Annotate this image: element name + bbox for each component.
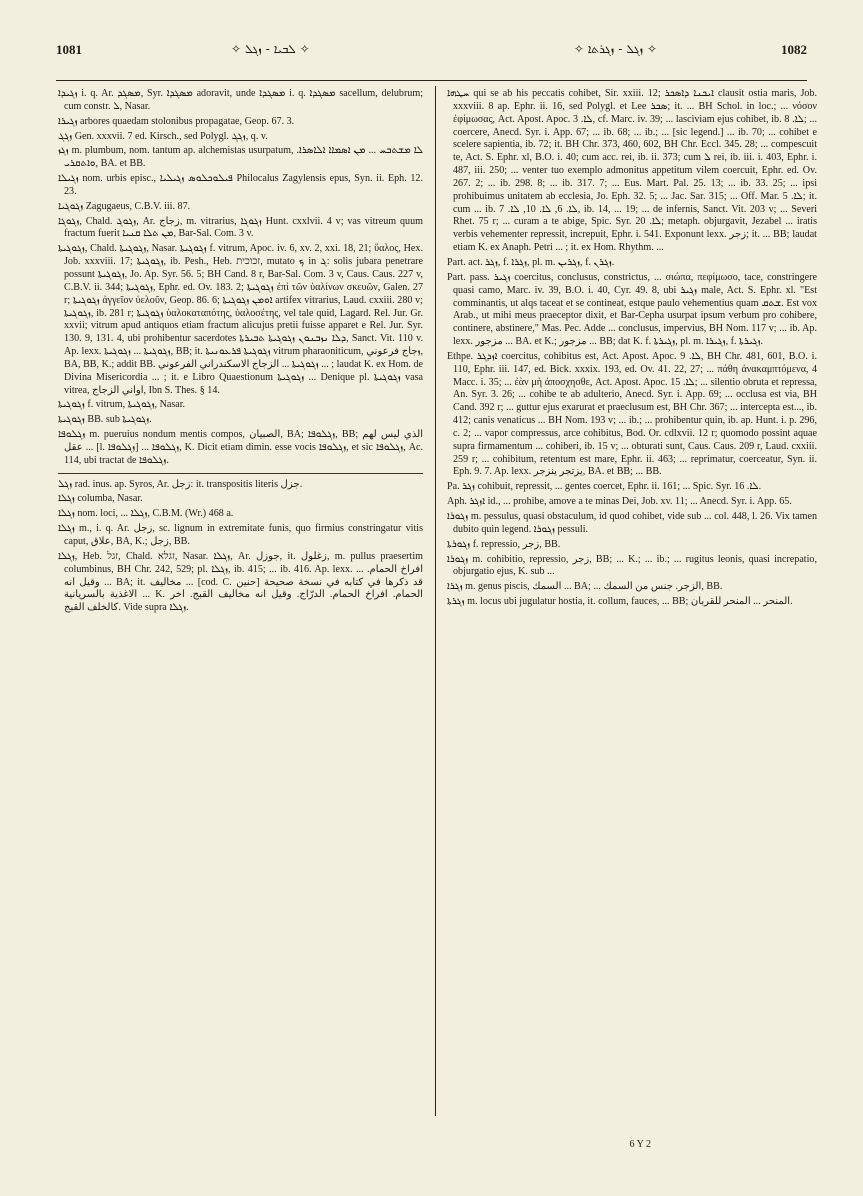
- left-page-number: 1081: [56, 42, 82, 57]
- dictionary-entry: ܙܓܙ m. plumbum, nom. tantum ap. alchemistas usurpatum, ܠܐ ܡܫܬܒܚ ... ܡܢ ܐܣܡܐܐ ܐܠܐܣܪܐ. ܘܐܬܩܪܝ, BA. et BB.: [58, 145, 423, 170]
- page-header: [56, 42, 807, 66]
- right-column: [447, 88, 817, 611]
- signature-mark: 6 Y 2: [629, 1139, 651, 1150]
- right-running-title: ✧ ܙܓܠ - ܙܓܪܬܐ ✧: [573, 42, 657, 56]
- left-column: [58, 88, 423, 617]
- dictionary-entry: Aph. ܐܙܓܪ id., ... prohibe, amove a te minas Dei, Job. xv. 11; ... Anecd. Syr. i. App. 65.: [447, 496, 792, 508]
- dictionary-entry: Pa. ܙܓܪ cohibuit, repressit, ... gentes coercet, Ephr. ii. 161; ... Spic. Syr. ܠܐ. 16.: [447, 481, 762, 493]
- right-page-number: 1082: [781, 42, 807, 57]
- dictionary-entry: ܙܓܪܐ m. genus piscis, السمك ... BA; ... الزجر. جنس من السمك, BB.: [447, 581, 723, 593]
- dictionary-entry: ܙܓܘܪܬܐ f. repressio, زجر, BB.: [447, 538, 561, 550]
- header-rule: [56, 80, 807, 81]
- dictionary-entry: ܙܓܠ rad. inus. ap. Syros, Ar. زجل: it. transpositis literis جزل.: [58, 478, 303, 490]
- dictionary-entry: ܙܓܘܪܐ m. cohibitio, repressio, زجر, BB; ... K.; ... ib.; ... rugitus leonis, quasi increpatio, objurgatio ejus, K. sub ...: [447, 553, 817, 578]
- dictionary-entry: ܙܓܠܐ nom. loci, ... ܙܓܠܐ, C.B.M. (Wr.) 468 a.: [58, 508, 234, 520]
- dictionary-entry: ܙܓܠܘܦܐ m. pueruius nondum mentis compos, الصبيان, BA; ܙܓܠܘܦܐ, BB; الذي ليس لهم عقل ... [l. ܙܓܠܘܦܐ] ... ܙܓܠܘܦܐ, K. Dicit etiam dimin. esse vocis ܙܓܠܘܦܐ, et sic ܙܓܠܘܦܐ, Ac. 114, ubi tractat de ܙܓܠܘܦܐ.: [58, 429, 424, 466]
- dictionary-entry: ܙܓܘܪܐ m. pessulus, quasi obstaculum, id quod cohibet, vide sub ... col. 448, l. 26. Vix tamen dubito quin legend. ܙܓܘܪܐ pessuli.: [447, 511, 817, 535]
- dictionary-entry: ܙܓܠܐ, Heb. זגל, Chald. זגלא, Nasar. ܙܓܠܐ, Ar. جوزل, it. زغلول, m. pullus praesertim columbinus, BH Chr. 242, 529; pl. ܙܓܠܐ, ib. 415; ... ib. 416. Ap. lexx. ... افراخ الحمام. وقيل انه ... BA; it. مخاليف ... [cod. C. حنين] قد ذكرها في كتابه في نسخة صحيحة الاغذية بالسريانية ... K. الحمام. افراخ الحمام. الدرّاج. وقيل انه مخاليف القبج. اخر كالخلف القبج. Vide supra ܙܓܠܐ.: [58, 550, 423, 614]
- dictionary-entry: ܙܓܝܠܐ nom. urbis episc., ܦܝܠܘܟܠܘܣ ܙܓܝܠܝܐ Philocalus Zagylensis epus, Syn. ii. Eph. 12. 23.: [58, 173, 423, 197]
- dictionary-entry: ܙܓܘܓܝܬܐ BB. sub ܙܓܘܓܝܬܐ.: [58, 414, 152, 426]
- dictionary-entry: ܙܓܝܕܐ i. q. Ar. ܡܣܓܕ, Syr. ܡܣܓܕܐ adoravit, unde ܡܣܓܕܐ i. q. ܡܣܓܕܐ sacellum, delubrum; cum constr. ܠ, Nasar.: [58, 88, 424, 112]
- dictionary-entry: ܙܓܘܓܝܬܐ f. vitrum, ܙܓܘܓܝܬܐ, Nasar.: [58, 399, 186, 411]
- dictionary-entry: Ethpe. ܐܙܕܓܪ coercitus, cohibitus est, Act. Apost. Apoc. ܠܐ. 9, BH Chr. 481, 601, B.O. i. 110, Ephr. iii. 147, ed. Bick. xxxix. 193, ed. Ov. 41. 22, 27; ... πάθη ἀνακαμπτόμενα, 4 Macc. i. 35; ... ἐὰν μὴ ἀποσχησθε, Act. Apost. Apoc. ܠܐ. 15; ... silentio obruta et repressa, An. Syr. 3. 26; ... cohibe te ab adulterio, Anecd. Syr. i. App. 69; ... occlusa est via, BH Cand. 392 r; ... guttur ejus exarurat et praeclusum est, BH Chr. 367; ... intercepta est..., ib. 412; canis venaticus ... BH Nom. 193 v; ... ib.; ... prohibentur quin, ib. ap. Hunt. i. p. 296, c. 2; ... vapor compressus, arce cohibitus, Bod. Or. cdlxvii. 12 r; quomodo possint aquae supra firmamentum ... cohiberi, ib. 15 v; ... obturati sunt, Caus. Caus. 209 r, Laud. cxxiii. 259 r; ... cohibitum, retentum est mare, Ephr. ii. 463; ... reprimatur, coerceatur, Syn. ii. Eph. 9. 7. Ap. lexx. يزتجر ينزجر, BA. et BB; ... BB.: [447, 350, 817, 478]
- dictionary-entry: ܙܓܠܐ columba, Nasar.: [58, 493, 143, 505]
- section-separator: [58, 473, 423, 474]
- dictionary-entry: ܙܓܠܐ m., i. q. Ar. زجل, sc. lignum in extremitate funis, quo firmius constringatur vitis caput, علاق, BA, K.; زجل, BB.: [58, 523, 423, 547]
- dictionary-entry: ܚܛܗܐ qui se ab his peccatis cohibet, Sir. xxiii. 12; ܐܝܟܢܐ ܕܐܣܟܪ clausit ostia maris, Job. xxxviii. 8 ap. Ephr. ii. 16, sed Polygl. et Lee ܣܟܪ; it. ... BH Schol. in loc.; ... νόσον ἐφίμωσας, Act. Apost. Apoc. ܠܐ. 3, cf. Marc. iv. 39; ... lasciviam ejus cohibet, ib. ܠܐ. 8; ... coercere, Anecd. Syr. i. App. 67; ... ib. 68; ... ib.; ... [sic legend.] ... ib. 70; ... cohibet e scelere sapientia, ib. 72; it. BH Chr. 373, 460, 602, BH Chr. Eccl. 345. 28; ... compescuit te, Act. S. Ephr. xl, B.O. i. 40; cum acc. rei, ib. ii. 373; cum ܠ rei, ib. iii. i. 403, Ephr. i. 487, iii. 250; ... venter tuo exemplo admonitus appetitum vilem coercuit, Ephr. ed. Ov. 267. 2; ... ib. 298. 8; ... ib. 317. 7; ... Eus. Mart. Pal. 25. 13; ... ib. 33. 25; ... ipsi prohibuimus unitatem ab ecclesia, Jo. Eph. 32. 5; ... Jac. Sar. 315; ... Off. Mar. ܠܐ. 5; it. cum ... ib. ܠܐ. 6, ܠܐ. 10, ܠܐ. 7, ib. 14, ... 19; ... de infernis, Sanct. Vit. 203 v; ... Severi Rhet. 75 r; ... curam a te abige, Spic. Syr. ܠܐ. 20; metaph. objurgavit, Jezabel ... iratis verbis vehementer repressit, increpuit, Ephr. i. 541. Exponunt lexx. زجر; it. ... BB; laudat etiam K. ex Anaph. Petri ... ; it. ex Hom. Rhythm. ...: [447, 88, 818, 254]
- dictionary-entry: ܙܓܓ Gen. xxxvii. 7 ed. Kirsch., sed Polygl. ܙܓܓ, q. v.: [58, 130, 268, 142]
- dictionary-entry: ܙܓܝܪܐ arbores quaedam stolonibus propagatae, Geop. 67. 3.: [58, 115, 295, 127]
- dictionary-entry: ܙܓܘܓܝܬܐ, Chald. ܙܓܘܓܝܬܐ, Nasar. ܙܓܘܓܝܬܐ f. vitrum, Apoc. iv. 6, xv. 2, xxi. 18, 21; ὕαλος, Hex. Job. xxxviii. 17; ܙܓܘܓܝܬܐ, ib. Pesh., Heb. זכוכית, mutato ܟ in ܓ: solis jubara penetrare possunt ܙܓܘܓܝܬܐ, Jo. Ap. Syr. 56. 5; BH Cand. 8 r, Bar-Sal. Com. 3 v, Caus. Caus. 227 v, C.B.V. ii. 344; ܙܓܘܓܝܬܐ, Ephr. ed. Ov. 183. 2; ܙܓܘܓܝܬܐ ἐπὶ τῶν ὑαλίνων σκευῶν, Galen. 27 r; ܙܓܘܓܝܬܐ ἀγγεῖον ὑελοῦν, Geop. 86. 6; ܐܘܡܢ ܙܓܘܓܝܬܐ artifex vitrarius, Laud. cxxiii. 280 v; ܙܓܘܓܝܬܐ, ib. 281 r; ܙܓܘܓܝܬܐ ὑαλοκαταπότης, ὑαλοσέτης, vel tale quid, Lagard. Rel. Jur. Gr. xxvii; vitrum apud antiquos etiam fractum alicujus pretii fuisse apparet e Rel. Jur. Syr. 130. 9, 131. 4, ubi prohibentur sacerdotes ܕܠܐ ܢܙܒܢܘܢ ܙܓܘܓܝܬܐ ܬܒܝܪܬܐ, Sanct. Vit. 110 v. Ap. lexx. ܙܓܘܓܝܬܐ ... ܙܓܘܓܝܬܐ, BB; it. ܙܓܘܓܝܬܐ ܦܪܥܘܢܝܬܐ vitrum pharaoniticum, ܙجاج فرعوني, BA, BB, K.; addit BB. ܙܓܘܓܝܬܐ ... الزجاج الاسكندراني الفرعوني ... ; laudat K. ex Hom. de Divina Misericordia ... ; it. e Libro Quaestionum ܙܓܘܓܝܬܐ ... Denique pl. ܙܓܘܓܝܬܐ vasa vitrea, اواني الزجاج, Ibn S. Thes. § 14.: [58, 243, 424, 396]
- dictionary-entry: Part. act. ܙܓܪ, f. ܙܓܪܐ, pl. m. ܙܓܪܝܢ, f. ܙܓܪܢ.: [447, 256, 615, 268]
- dictionary-entry: ܙܓܘܓܐ, Chald. ܙܓܘܓ, Ar. زجاج, m. vitrarius, ܙܓܘܓܐ Hunt. cxxlvii. 4 v; vas vitreum quum fractum fuerit ܡܢ ܬܠܐ ܩܢܝܐ, Bar-Sal. Com. 3 v.: [58, 215, 423, 240]
- dictionary-entry: ܙܓܪܬܐ m. locus ubi jugulatur hostia, it. collum, fauces, ... BB; المنحر ... المنحر للقربان.: [447, 596, 793, 608]
- dictionary-entry: Part. pass. ܙܓܝܪ coercitus, conclusus, constrictus, ... σιώπα, πεφίμωσο, tace, constringere quasi camo, Marc. iv. 39, B.O. i. 40, Cyr. 49. 8, ubi ܙܓܝܪ male, Act. S. Ephr. xl. "Est comminantis, ut alqs taceat et se contineat, estque paulo vehementius quam ܫܬܩ. Est vox Arab., ut mihi meus praeceptor dixit, et Bar-Cepha usurpat ipsum verbum pro cohibere, continere, abstinere," Mas. Pec. Adde ... conclusus, impervius, BH Nom. 117 v; ... ib. Ap. lexx. مزجور ... BA. et K.; مزجور ... BB; dat K. f. ܙܓܝܪܬܐ, pl. m. ܙܓܝܪܐ, f. ܙܓܝܪܬܐ.: [447, 271, 817, 348]
- left-running-title: ✧ ܠܒܝܐ - ܙܓܠ ✧: [231, 42, 310, 56]
- dictionary-entry: ܙܓܘܓܝܐ Zagugaeus, C.B.V. iii. 87.: [58, 200, 191, 212]
- column-divider: [435, 86, 436, 1116]
